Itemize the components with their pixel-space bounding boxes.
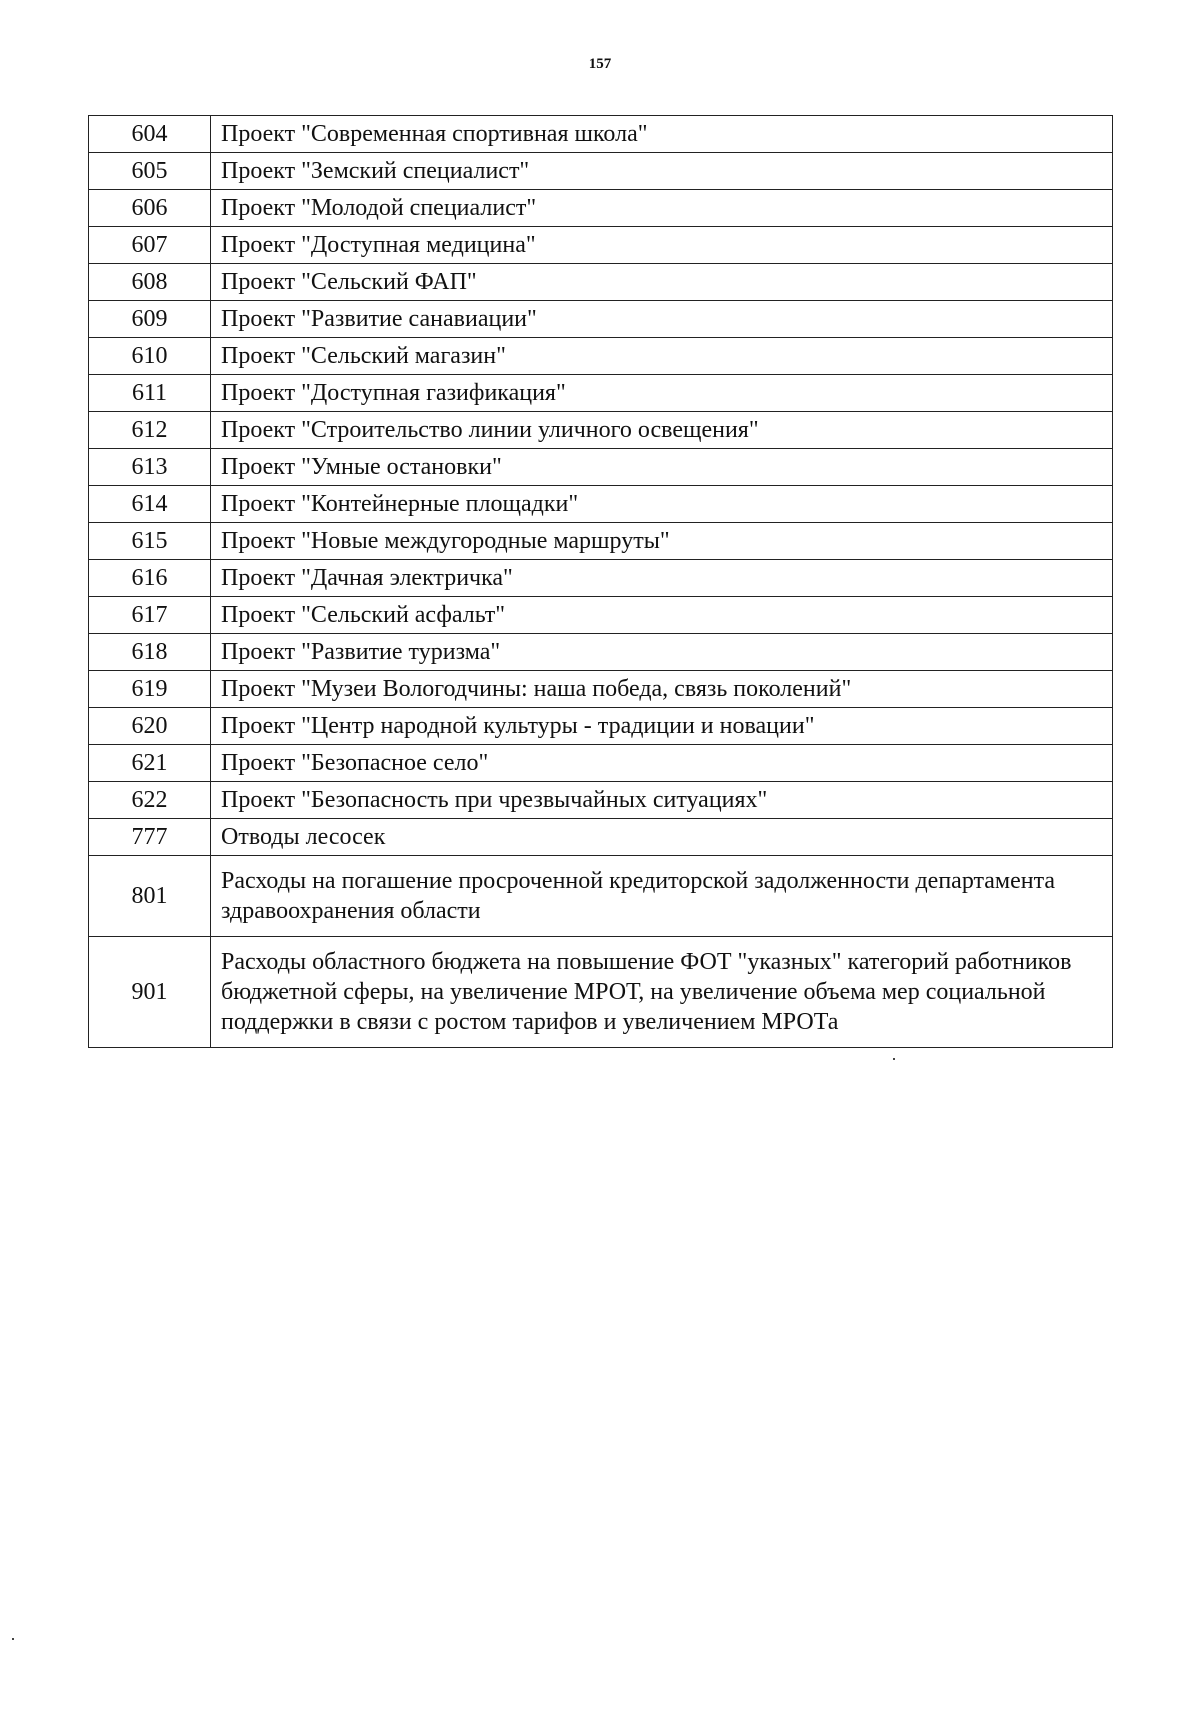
table-row [89, 338, 1113, 375]
row-name: Проект "Контейнерные площадки" [211, 486, 1113, 523]
row-code: 617 [89, 597, 211, 634]
row-name: Проект "Сельский асфальт" [211, 597, 1113, 634]
row-code: 622 [89, 782, 211, 819]
row-name: Проект "Доступная медицина" [211, 227, 1113, 264]
table-row [89, 412, 1113, 449]
row-code: 618 [89, 634, 211, 671]
row-name: Проект "Земский специалист" [211, 153, 1113, 190]
table-row [89, 671, 1113, 708]
row-code: 801 [89, 856, 211, 937]
row-code: 610 [89, 338, 211, 375]
scan-speck [12, 1638, 14, 1640]
row-name: Проект "Музеи Вологодчины: наша победа, связь поколений" [211, 671, 1113, 708]
row-code: 604 [89, 116, 211, 153]
row-name: Проект "Безопасность при чрезвычайных ситуациях" [211, 782, 1113, 819]
row-name: Проект "Доступная газификация" [211, 375, 1113, 412]
row-name: Проект "Молодой специалист" [211, 190, 1113, 227]
table-row [89, 856, 1113, 937]
table-row [89, 937, 1113, 1048]
row-name: Проект "Безопасное село" [211, 745, 1113, 782]
row-code: 609 [89, 301, 211, 338]
table-row [89, 597, 1113, 634]
row-name: Проект "Сельский магазин" [211, 338, 1113, 375]
table-row [89, 116, 1113, 153]
table-row [89, 819, 1113, 856]
row-code: 613 [89, 449, 211, 486]
table-row [89, 449, 1113, 486]
row-code: 612 [89, 412, 211, 449]
table-row [89, 227, 1113, 264]
table-row [89, 560, 1113, 597]
row-code: 606 [89, 190, 211, 227]
row-code: 901 [89, 937, 211, 1048]
row-code: 616 [89, 560, 211, 597]
table-row [89, 190, 1113, 227]
table-row [89, 486, 1113, 523]
row-code: 621 [89, 745, 211, 782]
table-row [89, 745, 1113, 782]
row-code: 619 [89, 671, 211, 708]
table-row [89, 523, 1113, 560]
row-name: Проект "Современная спортивная школа" [211, 116, 1113, 153]
scan-speck [893, 1058, 895, 1060]
row-code: 614 [89, 486, 211, 523]
row-name: Проект "Строительство линии уличного освещения" [211, 412, 1113, 449]
row-code: 611 [89, 375, 211, 412]
table-row [89, 634, 1113, 671]
row-name: Проект "Развитие санавиации" [211, 301, 1113, 338]
page-number: 157 [588, 56, 612, 72]
row-name: Расходы областного бюджета на повышение ФОТ "указных" категорий работников бюджетной сферы, на увеличение МРОТ, на увеличение объема мер социальной поддержки в связи с ростом тарифов и увеличением МРОТа [211, 937, 1113, 1048]
expense-codes-table [88, 115, 1113, 1048]
row-name: Проект "Центр народной культуры - традиции и новации" [211, 708, 1113, 745]
row-code: 615 [89, 523, 211, 560]
table-row [89, 264, 1113, 301]
row-code: 777 [89, 819, 211, 856]
table-row [89, 153, 1113, 190]
row-name: Проект "Новые междугородные маршруты" [211, 523, 1113, 560]
expense-codes-table-container [88, 115, 1112, 1048]
row-code: 620 [89, 708, 211, 745]
row-code: 608 [89, 264, 211, 301]
table-row [89, 301, 1113, 338]
row-code: 605 [89, 153, 211, 190]
row-name: Расходы на погашение просроченной кредиторской задолженности департамента здравоохранения области [211, 856, 1113, 937]
row-code: 607 [89, 227, 211, 264]
table-row [89, 708, 1113, 745]
row-name: Проект "Сельский ФАП" [211, 264, 1113, 301]
row-name: Проект "Дачная электричка" [211, 560, 1113, 597]
row-name: Проект "Умные остановки" [211, 449, 1113, 486]
row-name: Проект "Развитие туризма" [211, 634, 1113, 671]
row-name: Отводы лесосек [211, 819, 1113, 856]
table-row [89, 375, 1113, 412]
table-row [89, 782, 1113, 819]
